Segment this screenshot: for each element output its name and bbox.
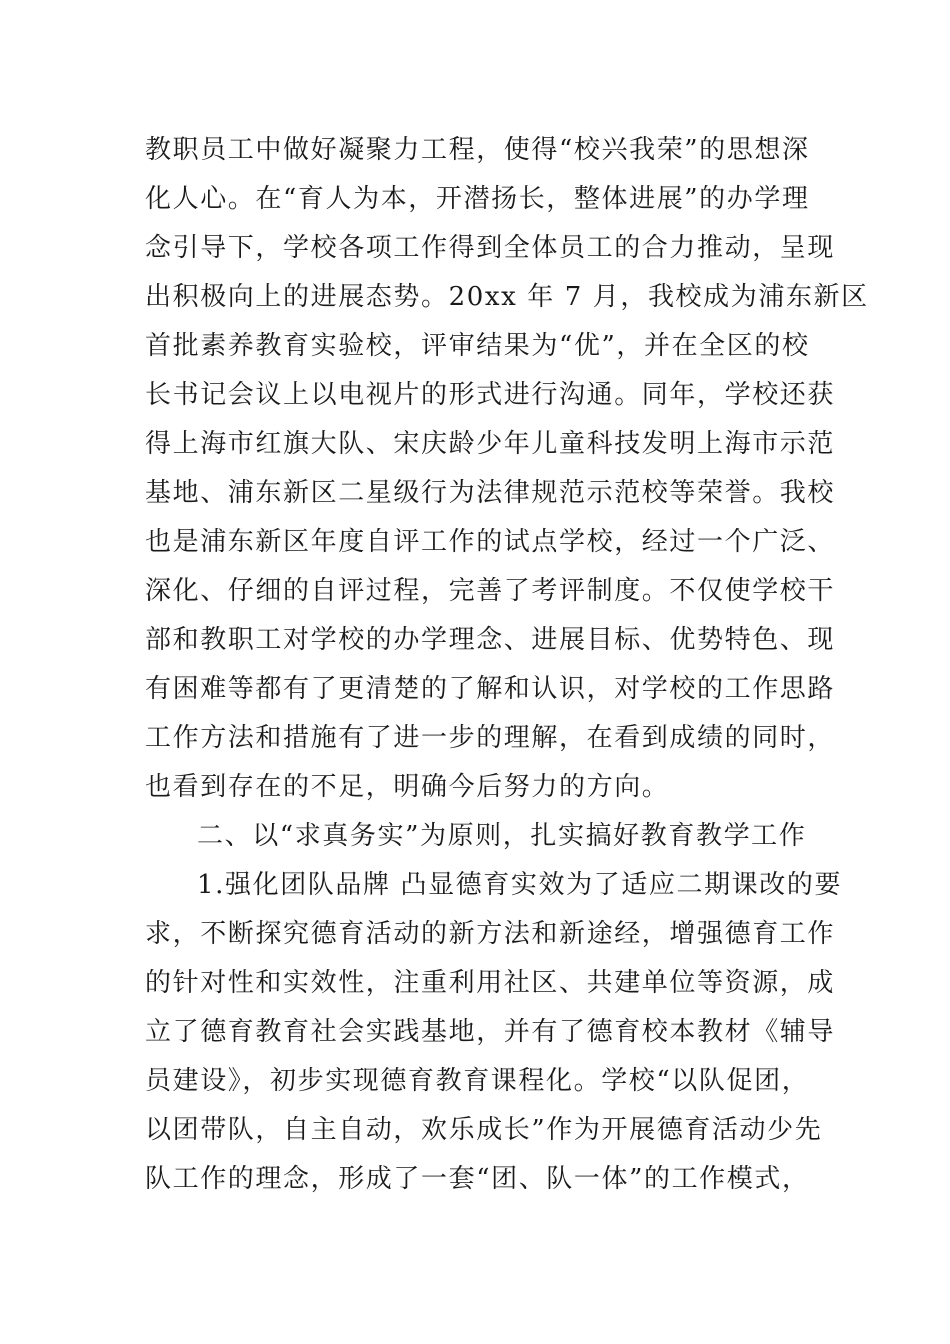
paragraph-line: 也是浦东新区年度自评工作的试点学校，经过一个广泛、 [145,527,836,557]
paragraph-line: 以团带队，自主自动，欢乐成长”作为开展德育活动少先 [145,1115,823,1145]
paragraph-line: 长书记会议上以电视片的形式进行沟通。同年，学校还获 [145,380,836,410]
paragraph-line: 深化、仔细的自评过程，完善了考评制度。不仅使学校干 [145,576,836,606]
paragraph-line: 工作方法和措施有了进一步的理解，在看到成绩的同时， [145,723,836,753]
paragraph-line: 求，不断探究德育活动的新方法和新途经，增强德育工作 [145,919,836,949]
paragraph-line: 教职员工中做好凝聚力工程，使得“校兴我荣”的思想深 [145,135,810,165]
paragraph-line: 化人心。在“育人为本，开潜扬长，整体进展”的办学理 [145,184,810,214]
paragraph-line: 基地、浦东新区二星级行为法律规范示范校等荣誉。我校 [145,478,836,508]
paragraph-line: 队工作的理念，形成了一套“团、队一体”的工作模式， [145,1164,810,1194]
paragraph-line: 立了德育教育社会实践基地，并有了德育校本教材《辅导 [145,1017,836,1047]
paragraph-line: 出积极向上的进展态势。20xx 年 7 月，我校成为浦东新区 [145,282,869,312]
paragraph-line: 也看到存在的不足，明确今后努力的方向。 [145,772,670,802]
paragraph-line: 员建设》，初步实现德育教育课程化。学校“以队促团， [145,1066,810,1096]
paragraph-line: 的针对性和实效性，注重利用社区、共建单位等资源，成 [145,968,836,998]
paragraph-line: 首批素养教育实验校，评审结果为“优”，并在全区的校 [145,331,810,361]
document-body [145,126,869,1204]
paragraph-line: 念引导下，学校各项工作得到全体员工的合力推动，呈现 [145,233,836,263]
subsection-heading-line: 1.强化团队品牌 凸显德育实效为了适应二期课改的要 [197,870,843,900]
paragraph-line: 得上海市红旗大队、宋庆龄少年儿童科技发明上海市示范 [145,429,836,459]
paragraph-line: 有困难等都有了更清楚的了解和认识，对学校的工作思路 [145,674,836,704]
paragraph-line: 部和教职工对学校的办学理念、进展目标、优势特色、现 [145,625,836,655]
section-heading: 二、以“求真务实”为原则，扎实搞好教育教学工作 [197,821,807,851]
